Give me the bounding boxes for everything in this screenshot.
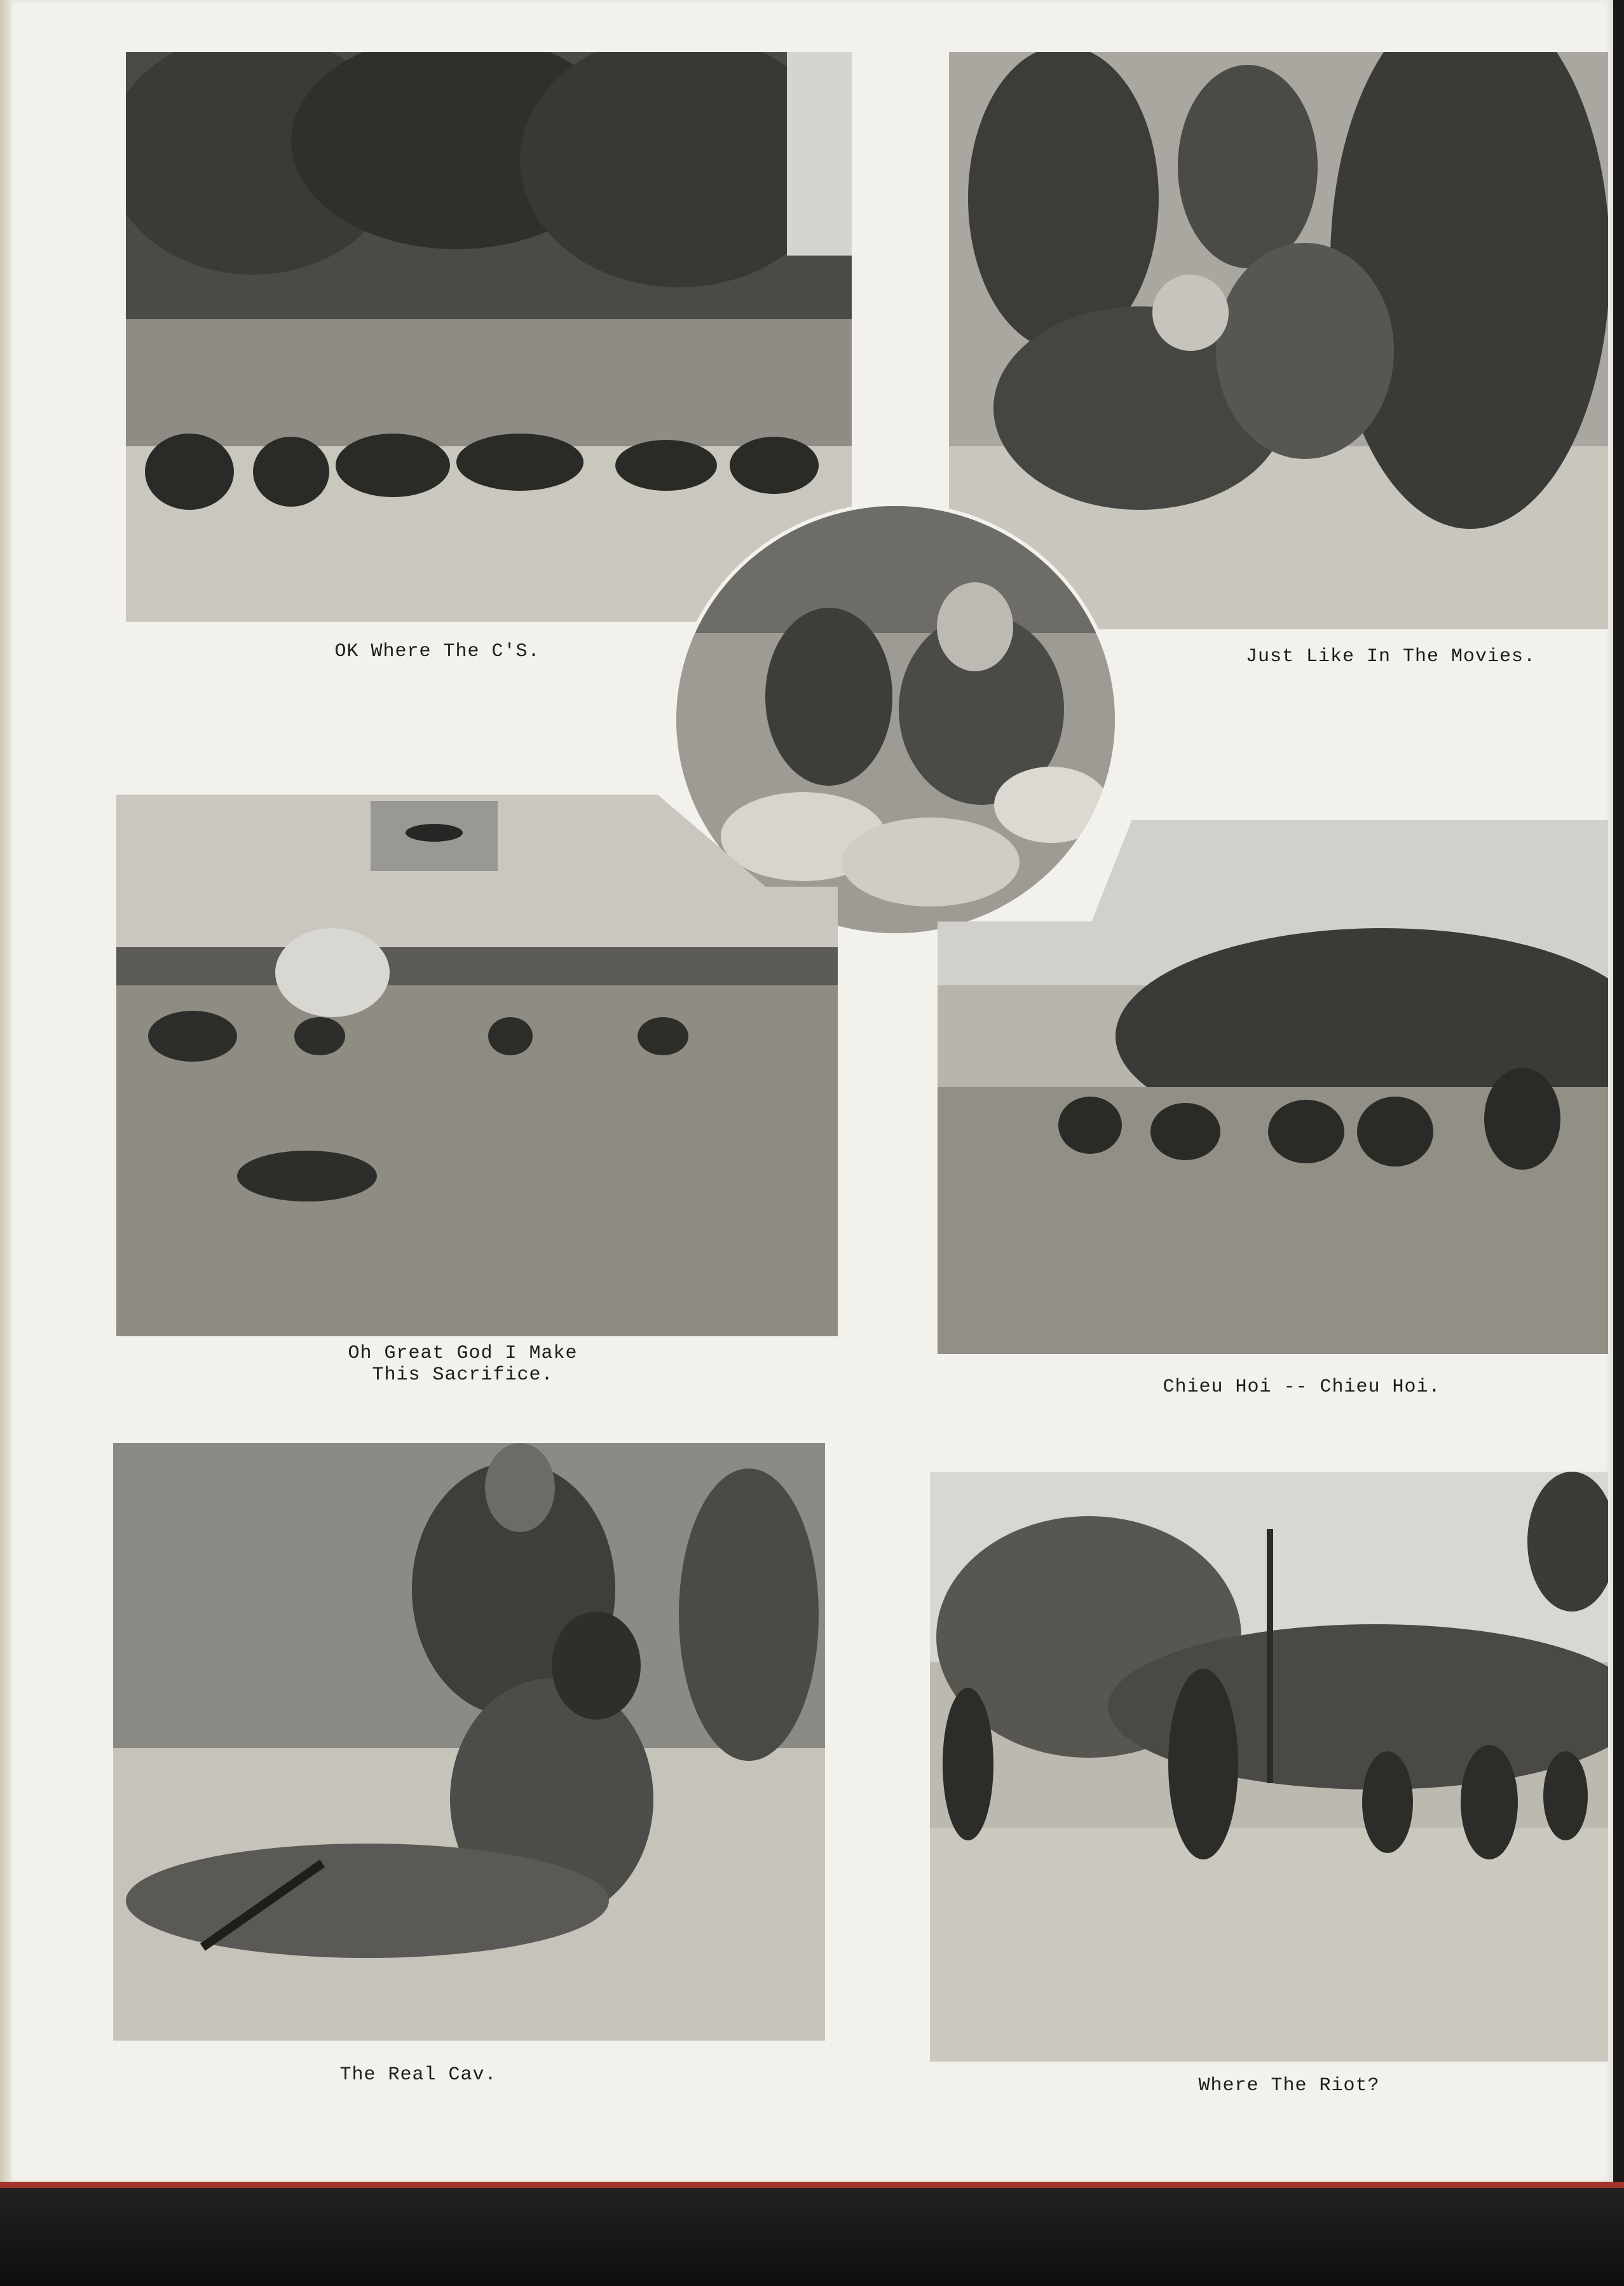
photo-soldiers-marching (930, 1472, 1608, 2062)
photo-soldiers-resting (126, 52, 852, 622)
caption-machine-gunner: The Real Cav. (339, 2064, 497, 2086)
caption-soldiers-advancing: Chieu Hoi -- Chieu Hoi. (1163, 1376, 1441, 1398)
caption-helicopter-field: Oh Great God I Make This Sacrifice. (348, 1343, 578, 1386)
yearbook-page (11, 0, 1613, 2182)
caption-soldiers-resting: OK Where The C'S. (334, 641, 540, 662)
photo-soldiers-kneeling (949, 52, 1608, 629)
cover-edge-stripe (0, 2182, 1624, 2188)
photo-helicopter-field (116, 795, 838, 1336)
page-binding-edge (0, 0, 11, 2182)
table-surface (0, 2188, 1624, 2286)
caption-soldiers-marching: Where The Riot? (1198, 2075, 1380, 2097)
caption-soldiers-kneeling: Just Like In The Movies. (1245, 646, 1536, 667)
photo-soldiers-advancing (938, 820, 1608, 1354)
photo-machine-gunner (113, 1443, 825, 2041)
